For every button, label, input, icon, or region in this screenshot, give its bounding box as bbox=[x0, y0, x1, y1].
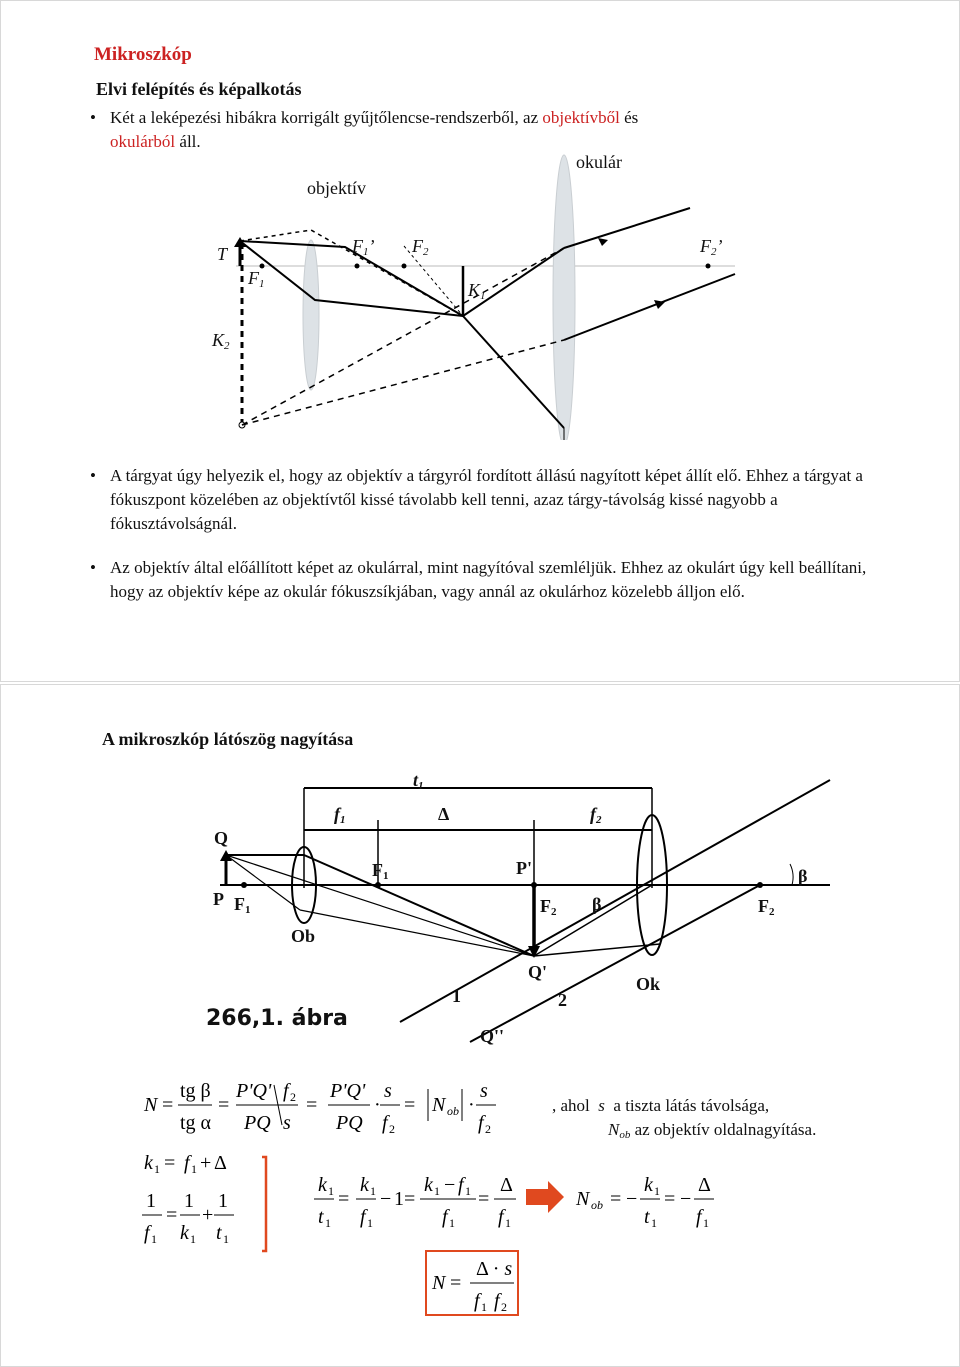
label-F1-prime: $F_1$’ bbox=[352, 236, 375, 258]
label-F2-prime: $F_2$’ bbox=[700, 236, 723, 258]
svg-text:1: 1 bbox=[465, 1184, 471, 1198]
bullet-dot: • bbox=[90, 558, 96, 577]
svg-text:k: k bbox=[144, 1152, 153, 1174]
svg-text:1: 1 bbox=[703, 1216, 709, 1230]
orange-bracket bbox=[262, 1157, 266, 1251]
svg-text:f: f bbox=[474, 1290, 480, 1312]
label-Ob: Ob bbox=[291, 926, 316, 946]
svg-text:−: − bbox=[380, 1188, 392, 1210]
label-Ok: Ok bbox=[636, 974, 661, 994]
bullet-dot: • bbox=[90, 466, 96, 485]
svg-text:2: 2 bbox=[290, 1090, 296, 1104]
svg-text:P'Q': P'Q' bbox=[236, 1080, 272, 1102]
label-K1: $K_1$ bbox=[468, 280, 486, 302]
svg-text:P'Q': P'Q' bbox=[330, 1080, 366, 1102]
svg-text:N: N bbox=[576, 1188, 590, 1210]
svg-text:1: 1 bbox=[190, 1232, 196, 1246]
svg-text:N: N bbox=[432, 1272, 446, 1294]
svg-text:=: = bbox=[164, 1152, 176, 1174]
svg-text:PQ: PQ bbox=[336, 1112, 363, 1134]
microscope-ray-diagram bbox=[0, 0, 960, 440]
svg-text:1: 1 bbox=[146, 1190, 156, 1212]
svg-text:f: f bbox=[283, 1080, 289, 1102]
label-okular: okulár bbox=[576, 152, 622, 172]
svg-text:·: · bbox=[374, 1094, 381, 1116]
label-beta-2: β bbox=[798, 866, 808, 886]
label-delta: Δ bbox=[438, 804, 450, 824]
svg-text:f: f bbox=[696, 1206, 702, 1228]
label-Q: Q bbox=[214, 828, 229, 848]
formula-note-ahol: , ahol s a tiszta látás távolsága, bbox=[552, 1096, 770, 1115]
svg-text:2: 2 bbox=[501, 1300, 507, 1314]
term-objektiv: objektívből bbox=[542, 108, 620, 127]
bullet-text: A tárgyat úgy helyezik el, hogy az objektív a tárgyról fordított állású nagyított képet állít elő. Ehhez a tárgyat a fókuszpont közelében az objektívtől kissé távolabb kell tenni, azaz tárgy-távolság kissé nagyobb a fókusztávolságnál. bbox=[110, 466, 863, 533]
label-t1: $t_1$ bbox=[413, 770, 424, 792]
eyepiece-lens bbox=[553, 155, 575, 440]
svg-text:−: − bbox=[626, 1188, 638, 1210]
svg-text:f: f bbox=[442, 1206, 448, 1228]
label-ray-1: 1 bbox=[452, 986, 461, 1006]
svg-text:f: f bbox=[478, 1112, 484, 1134]
svg-text:s: s bbox=[283, 1112, 291, 1134]
label-Q-double-prime: Q'' bbox=[480, 1026, 505, 1046]
label-K2: $K_2$ bbox=[212, 330, 230, 352]
term-okular: okulárból bbox=[110, 132, 176, 151]
label-beta-1: β bbox=[592, 894, 602, 914]
svg-text:2: 2 bbox=[485, 1122, 491, 1136]
svg-text:1: 1 bbox=[654, 1184, 660, 1198]
svg-text:f: f bbox=[144, 1222, 150, 1244]
svg-text:Δ: Δ bbox=[698, 1174, 711, 1196]
svg-text:=: = bbox=[162, 1094, 174, 1116]
section-subtitle: Elvi felépítés és képalkotás bbox=[96, 79, 302, 99]
svg-text:f: f bbox=[184, 1152, 190, 1174]
bullet-object-placement bbox=[90, 464, 870, 536]
svg-text:1: 1 bbox=[191, 1162, 197, 1176]
objective-lens bbox=[303, 240, 319, 390]
svg-text:N: N bbox=[432, 1094, 446, 1116]
figure-caption: 266,1. ábra bbox=[206, 1006, 348, 1031]
svg-text:1: 1 bbox=[449, 1216, 455, 1230]
label-F1: $F_1$ bbox=[248, 268, 265, 290]
svg-text:s: s bbox=[480, 1080, 488, 1102]
svg-text:k: k bbox=[180, 1222, 189, 1244]
svg-text:2: 2 bbox=[389, 1122, 395, 1136]
svg-text:1: 1 bbox=[154, 1162, 160, 1176]
svg-text:tg α: tg α bbox=[180, 1112, 212, 1134]
label-fig-F1: $F_1$ bbox=[234, 894, 251, 916]
svg-text:f: f bbox=[382, 1112, 388, 1134]
svg-text:ob: ob bbox=[447, 1104, 459, 1118]
svg-text:=: = bbox=[306, 1094, 318, 1116]
bullet-dot: • bbox=[90, 108, 96, 127]
svg-text:k: k bbox=[318, 1174, 327, 1196]
svg-text:=: = bbox=[404, 1188, 416, 1210]
svg-text:1: 1 bbox=[505, 1216, 511, 1230]
svg-text:1: 1 bbox=[223, 1232, 229, 1246]
svg-text:s: s bbox=[384, 1080, 392, 1102]
svg-text:1: 1 bbox=[184, 1190, 194, 1212]
label-objektiv: objektív bbox=[307, 178, 366, 198]
angular-magnification-figure bbox=[0, 760, 960, 1060]
svg-text:+: + bbox=[200, 1152, 212, 1174]
formula-block bbox=[0, 1065, 960, 1365]
svg-text:1: 1 bbox=[367, 1216, 373, 1230]
bullet-text: Két a leképezési hibákra korrigált gyűjtőlencse-rendszerből, az bbox=[110, 108, 543, 127]
svg-text:−: − bbox=[680, 1188, 692, 1210]
label-P: P bbox=[213, 889, 224, 909]
svg-text:=: = bbox=[610, 1188, 622, 1210]
svg-text:f: f bbox=[360, 1206, 366, 1228]
formula-note-nob: $N_{ob}$ az objektív oldalnagyítása. bbox=[608, 1120, 817, 1141]
svg-text:=: = bbox=[218, 1094, 230, 1116]
svg-text:t: t bbox=[644, 1206, 650, 1228]
svg-text:f: f bbox=[458, 1174, 464, 1196]
label-F2: $F_2$ bbox=[412, 236, 429, 258]
svg-text:Δ · s: Δ · s bbox=[476, 1258, 513, 1280]
svg-text:=: = bbox=[404, 1094, 416, 1116]
svg-text:1: 1 bbox=[151, 1232, 157, 1246]
svg-text:t: t bbox=[216, 1222, 222, 1244]
formula-N: N bbox=[144, 1094, 158, 1116]
svg-text:−: − bbox=[444, 1174, 456, 1196]
svg-text:ob: ob bbox=[591, 1198, 603, 1212]
svg-text:=: = bbox=[478, 1188, 490, 1210]
svg-text:Δ: Δ bbox=[500, 1174, 513, 1196]
svg-text:=: = bbox=[450, 1272, 462, 1294]
svg-text:=: = bbox=[338, 1188, 350, 1210]
svg-text:k: k bbox=[644, 1174, 653, 1196]
svg-text:t: t bbox=[318, 1206, 324, 1228]
bullet-eyepiece-usage bbox=[90, 556, 870, 604]
label-P-prime: P' bbox=[516, 858, 532, 878]
label-f1: $f_1$ bbox=[334, 804, 346, 826]
svg-text:=: = bbox=[166, 1204, 178, 1226]
svg-text:f: f bbox=[494, 1290, 500, 1312]
section-title-angular-magnification: A mikroszkóp látószög nagyítása bbox=[102, 729, 354, 749]
label-fig-F1-prime: $F_1$ bbox=[372, 860, 389, 882]
label-Q-prime: Q' bbox=[528, 962, 548, 982]
svg-text:1: 1 bbox=[370, 1184, 376, 1198]
svg-text:·: · bbox=[468, 1094, 475, 1116]
svg-text:1: 1 bbox=[434, 1184, 440, 1198]
svg-text:1: 1 bbox=[651, 1216, 657, 1230]
svg-text:=: = bbox=[664, 1188, 676, 1210]
svg-text:1: 1 bbox=[328, 1184, 334, 1198]
label-fig-F2-prime: $F_2$ bbox=[758, 896, 775, 918]
label-T: T bbox=[217, 244, 228, 264]
svg-text:k: k bbox=[360, 1174, 369, 1196]
bullet-text: Az objektív által előállított képet az okulárral, mint nagyítóval szemléljük. Ehhez az okulárt úgy kell beállítani, hogy az objektív képe az okulár fókuszsíkjában, vagy annál az okulárhoz közelebb álljon elő. bbox=[110, 558, 867, 601]
bullet-text: és bbox=[619, 108, 639, 127]
svg-text:+: + bbox=[202, 1204, 214, 1226]
svg-text:Δ: Δ bbox=[214, 1152, 227, 1174]
svg-text:tg β: tg β bbox=[180, 1080, 211, 1102]
svg-text:1: 1 bbox=[394, 1188, 404, 1210]
bullet-text: áll. bbox=[175, 132, 201, 151]
svg-text:f: f bbox=[498, 1206, 504, 1228]
orange-arrow bbox=[526, 1181, 564, 1213]
svg-text:PQ: PQ bbox=[244, 1112, 271, 1134]
svg-text:k: k bbox=[424, 1174, 433, 1196]
label-ray-2: 2 bbox=[558, 990, 567, 1010]
svg-text:1: 1 bbox=[481, 1300, 487, 1314]
page-title: Mikroszkóp bbox=[94, 44, 192, 65]
svg-text:1: 1 bbox=[218, 1190, 228, 1212]
label-f2: $f_2$ bbox=[590, 804, 602, 826]
label-fig-F2: $F_2$ bbox=[540, 896, 557, 918]
svg-text:1: 1 bbox=[325, 1216, 331, 1230]
